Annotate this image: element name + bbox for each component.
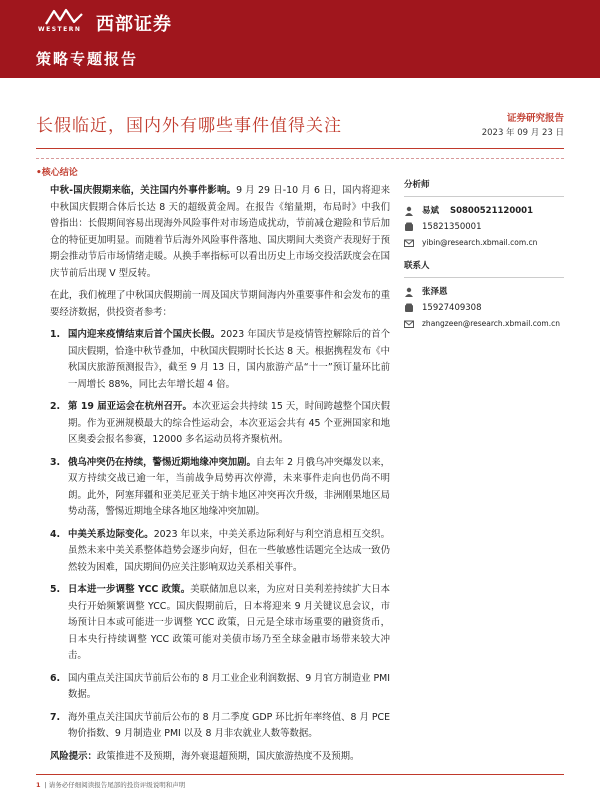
contact-row xyxy=(404,284,564,300)
analyst-phone: 15821350001 xyxy=(422,222,482,232)
item-text: 海外重点关注国庆节前后公布的 8 月二季度 GDP 环比折年率终值、8 月 PCE 物价指数、9 月制造业 PMI 以及 8 月非农就业人数等数据。 xyxy=(68,711,390,739)
item-lead: 第 19 届亚运会在杭州召开。 xyxy=(68,401,192,412)
intro-paragraph xyxy=(50,183,390,282)
item-lead: 国内迎来疫情结束后首个国庆长假。 xyxy=(68,329,221,340)
section-label: •核心结论 xyxy=(36,168,78,178)
email-icon xyxy=(404,238,414,248)
list-item xyxy=(50,399,390,449)
list-item xyxy=(50,327,390,393)
analyst-email[interactable]: yibin@research.xbmail.com.cn xyxy=(422,238,538,247)
list-item xyxy=(50,527,390,577)
analyst-divider xyxy=(404,196,564,197)
page-number: 1 xyxy=(36,781,41,789)
main-body xyxy=(50,183,390,771)
phone-icon xyxy=(404,303,414,313)
item-text: 2023 年国庆节是疫情管控解除后的首个国庆假期，恰逢中秋节叠加，中秋国庆假期时长长达 8 天。根据携程发布《中秋国庆旅游预测报告》，截至 9 月 13 日，国内旅游产品“十一”预订量环比前一周增长 88%，同比去年增长超 4 倍。 xyxy=(68,329,390,390)
contact-phone-row xyxy=(404,300,564,316)
email-icon xyxy=(404,319,414,329)
contact-header: 联系人 xyxy=(404,261,430,271)
item-number: 3. xyxy=(50,456,61,468)
analyst-header: 分析师 xyxy=(404,180,430,190)
analyst-cert: S0800521120001 xyxy=(449,206,533,216)
risk-text: 政策推进不及预期，海外衰退超预期，国庆旅游热度不及预期。 xyxy=(96,750,360,762)
item-text: 国内重点关注国庆节前后公布的 8 月工业企业利润数据、9 月官方制造业 PMI 数据。 xyxy=(68,672,390,700)
item-number: 4. xyxy=(50,528,61,540)
logo-english: WESTERN xyxy=(38,26,82,33)
intro-lead: 中秋-国庆假期来临，关注国内外事件影响。 xyxy=(50,185,237,196)
footer xyxy=(36,780,185,789)
event-list xyxy=(50,327,390,743)
header-bar xyxy=(0,0,600,78)
item-text: 本次亚运会共持续 15 天，时间跨越整个国庆假期。作为亚洲规模最大的综合性运动会，本次亚运会共有 45 个亚洲国家和地区奥委会报名参赛，12000 多名运动员将齐聚杭州。 xyxy=(68,401,390,445)
item-number: 1. xyxy=(50,329,61,340)
person-icon xyxy=(404,206,414,216)
list-item xyxy=(50,710,390,743)
contact-phone: 15927409308 xyxy=(422,303,482,313)
risk-label: 风险提示： xyxy=(50,750,97,762)
item-text: 2023 年以来，中美关系边际利好与利空消息相互交织。虽然未来中美关系整体趋势会逐步向好，但在一些敏感性话题完全达成一致仍然较为困难，国庆期间仍应关注影响双边关系相关事件。 xyxy=(68,528,390,573)
phone-icon xyxy=(404,222,414,232)
list-item xyxy=(50,671,390,704)
report-type: 策略专题报告 xyxy=(36,50,139,68)
analyst-phone-row xyxy=(404,219,564,235)
report-tag: 证券研究报告 xyxy=(506,113,564,124)
item-lead: 俄乌冲突仍在持续，警惕近期地缘冲突加剧。 xyxy=(68,456,256,468)
footer-disclaimer: | 请务必仔细阅读报告尾部的投资评级说明和声明 xyxy=(44,781,186,789)
contact-name: 张泽恩 xyxy=(422,287,448,297)
title-divider xyxy=(36,148,564,149)
item-number: 6. xyxy=(50,672,61,684)
contact-divider xyxy=(404,277,564,278)
item-lead: 中美关系边际变化。 xyxy=(68,528,154,540)
item-text: 自去年 2 月俄乌冲突爆发以来，双方持续交战已逾一年，当前战争局势再次停滞，未来事件走向也仍尚不明朗。此外，阿塞拜疆和亚美尼亚关于纳卡地区冲突再次升级，非洲刚果地区局势动荡，警惕近期地全球各地区地缘冲突加剧。 xyxy=(68,456,390,517)
item-number: 2. xyxy=(50,401,61,412)
report-title: 长假临近，国内外有哪些事件值得关注 xyxy=(36,116,342,136)
analyst-row xyxy=(404,203,564,219)
intro-paragraph-2: 在此，我们梳理了中秋国庆假期前一周及国庆节期间海内外重要事件和会发布的重要经济数据，供投资者参考： xyxy=(50,290,390,318)
report-date: 2023 年 09 月 23 日 xyxy=(481,128,564,138)
item-number: 7. xyxy=(50,711,61,723)
footer-divider xyxy=(36,774,564,775)
person-icon xyxy=(404,287,414,297)
intro-text: 9 月 29 日-10 月 6 日，国内将迎来中秋国庆假期合体后长达 8 天的超级黄金周。在报告《缩量期，布局时》中我们曾指出：长假期间容易出现海外风险事件对市场造成扰动，节前减仓避险和节后加仓的特征更加明显。而随着节后海外风险事件落地、国庆期间大类资产表现好于预期会推动节后市场情绪走暖。从换手率指标可以看出历史上市场交投活跃度会在国庆节前后出现 V 型反转。 xyxy=(50,185,390,279)
contact-email[interactable]: zhangzeen@research.xbmail.com.cn xyxy=(422,319,560,328)
list-item xyxy=(50,582,390,665)
list-item xyxy=(50,455,390,521)
contact-email-row[interactable] xyxy=(404,316,564,332)
logo-chinese: 西部证券 xyxy=(96,14,172,35)
analyst-name: 易斌 xyxy=(422,206,440,216)
item-text: 美联储加息以来，为应对日美利差持续扩大日本央行开始频繁调整 YCC。国庆假期前后，日本将迎来 9 月关键议息会议，市场预计日本或可能进一步调整 YCC 政策，日元是全球市场重要的融资货币，日本央行持续调整 YCC 政策可能对美债市场乃至全球金融市场带来较大冲击。 xyxy=(68,584,390,661)
risk-warning xyxy=(50,749,390,766)
item-number: 5. xyxy=(50,584,61,595)
analyst-email-row[interactable] xyxy=(404,235,564,251)
author-panel xyxy=(404,178,564,332)
section-divider xyxy=(36,158,564,159)
item-lead: 日本进一步调整 YCC 政策。 xyxy=(68,584,191,595)
western-logo-icon xyxy=(44,8,84,26)
